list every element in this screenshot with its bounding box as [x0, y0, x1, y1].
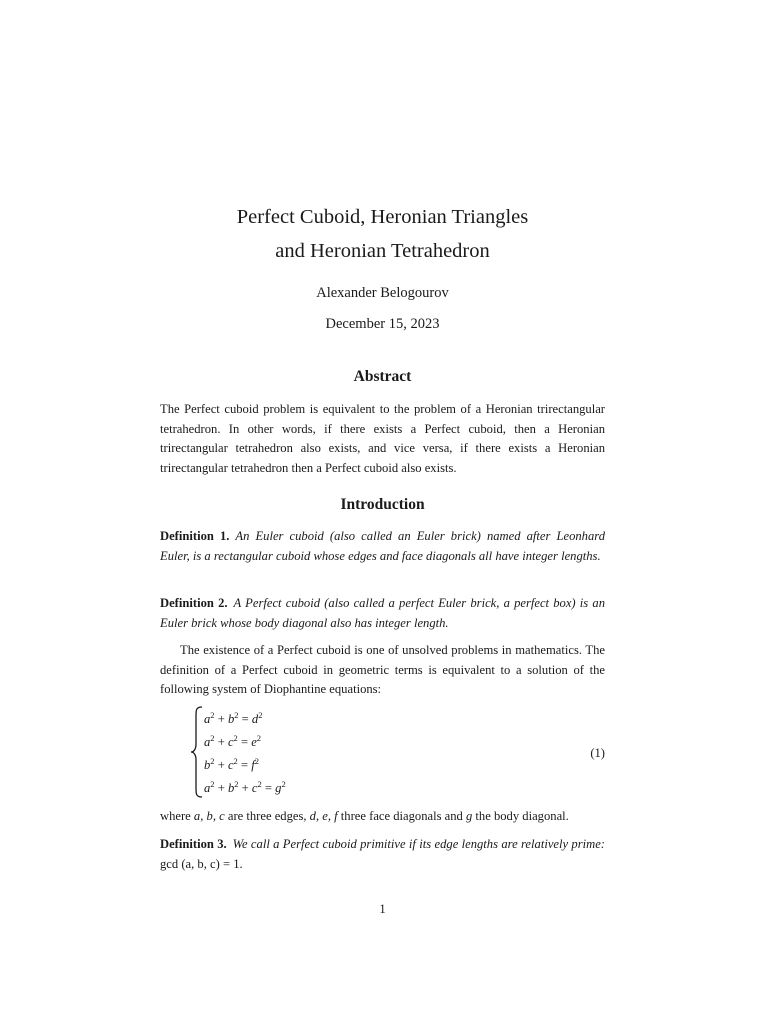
equation-line-2: $a^2 + c^2 = e^2$ — [204, 733, 262, 749]
paper-title — [160, 200, 605, 268]
abstract-heading: Abstract — [353, 368, 412, 385]
abstract-text: The Perfect cuboid problem is equivalent to the problem of a Heronian trirectangular tetrahedron. In other words, if there exists a Perfect cuboid, then a Heronian trirectangular tetrahedron also exists, and vice versa, if there exists a Heronian trirectangular tetrahedron then a Perfect cuboid also exists. — [160, 402, 605, 475]
definition-2 — [160, 594, 605, 633]
publication-date: December 15, 2023 — [325, 316, 440, 332]
where-sentence — [160, 807, 605, 827]
title-line-2: and Heronian Tetrahedron — [275, 240, 490, 262]
definition-2-label: Definition 2. — [160, 596, 228, 610]
definition-3-text: We call a Perfect cuboid primitive if its edge lengths are relatively prime: — [232, 837, 605, 851]
definition-3-label: Definition 3. — [160, 837, 227, 851]
paper-page — [160, 0, 605, 1024]
where-mid2: three face diagonals and — [337, 809, 466, 823]
intro-paragraph: The existence of a Perfect cuboid is one of unsolved problems in mathematics. The definition of a Perfect cuboid in geometric terms is equivalent to a solution of the following system of Diophantine equations: — [160, 643, 605, 696]
diophantine-system — [190, 706, 605, 798]
equation-number: (1) — [590, 746, 605, 760]
definition-1-label: Definition 1. — [160, 529, 230, 543]
introduction-heading: Introduction — [340, 496, 425, 513]
definition-1 — [160, 527, 605, 566]
equation-line-4: $a^2 + b^2 + c^2 = g^2$ — [204, 779, 286, 795]
title-line-1: Perfect Cuboid, Heronian Triangles — [236, 206, 529, 228]
where-mid1: are three edges, — [224, 809, 310, 823]
definition-3 — [160, 835, 605, 874]
where-body: g — [465, 809, 473, 823]
page-number: 1 — [379, 902, 386, 916]
definition-1-text: An Euler cuboid (also called an Euler brick) named after Leonhard Euler, is a rectangular cuboid whose edges and face diagonals all have integer lengths. — [160, 529, 605, 563]
equation-line-3: $b^2 + c^2 = f^2$ — [204, 756, 259, 772]
equation-line-1: $a^2 + b^2 = d^2$ — [204, 710, 263, 726]
author-name: Alexander Belogourov — [316, 285, 449, 301]
definition-2-text: A Perfect cuboid (also called a perfect Euler brick, a perfect box) is an Euler brick whose body diagonal also has integer length. — [160, 596, 605, 630]
where-faces: d, e, f — [309, 809, 338, 823]
gcd-formula: gcd (a, b, c) = 1. — [160, 856, 243, 871]
where-suffix: the body diagonal. — [472, 809, 569, 823]
where-prefix: where — [160, 809, 194, 823]
left-brace-icon — [190, 706, 204, 798]
where-edges: a, b, c — [193, 809, 225, 823]
